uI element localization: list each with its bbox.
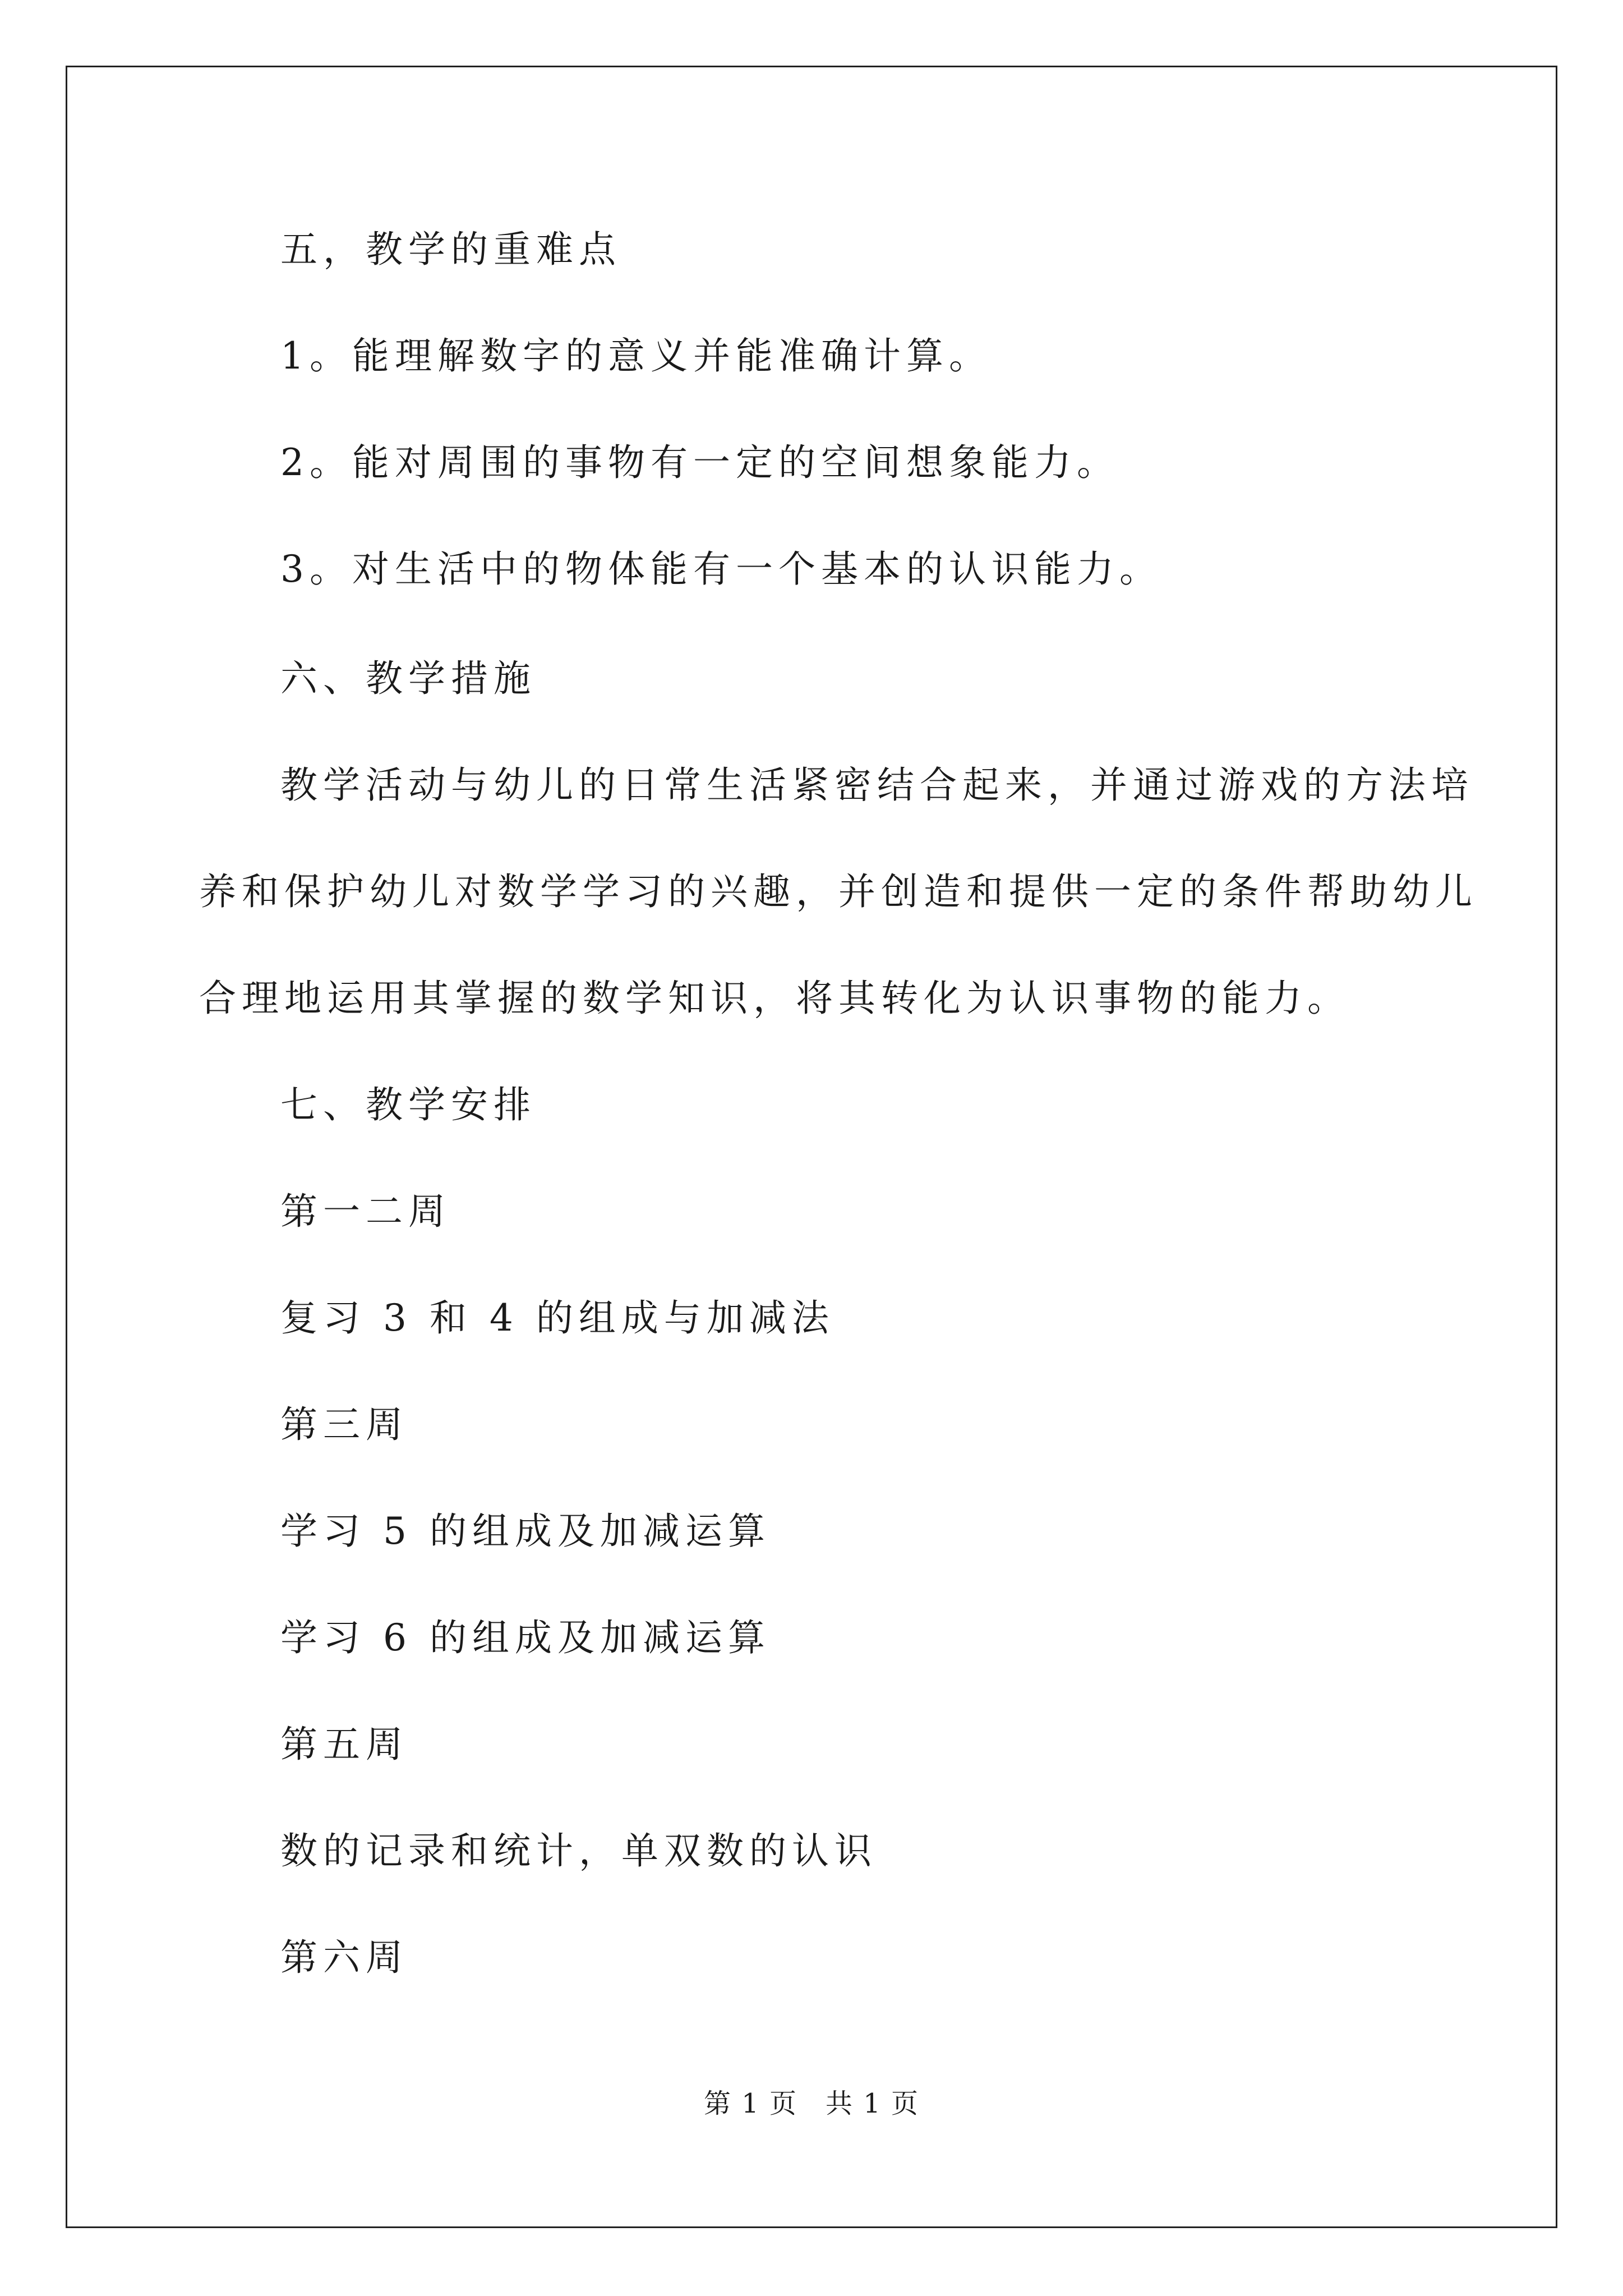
schedule-week: 第五周 [280, 1723, 408, 1766]
schedule-content: 复习 3 和 4 的组成与加减法 [280, 1296, 834, 1340]
schedule-week: 第三周 [280, 1403, 408, 1446]
paragraph-line: 合理地运用其掌握的数学知识，将其转化为认识事物的能力。 [199, 977, 1350, 1020]
schedule-content: 数的记录和统计，单双数的认识 [280, 1829, 877, 1872]
schedule-week: 第一二周 [280, 1190, 451, 1233]
heading-teaching-schedule: 七、教学安排 [280, 1083, 536, 1126]
schedule-content: 学习 6 的组成及加减运算 [280, 1616, 771, 1659]
paragraph-line: 2。能对周围的事物有一定的空间想象能力。 [280, 441, 1119, 484]
page-number-footer: 第 1 页 共 1 页 [703, 2088, 920, 2119]
paragraph-line: 养和保护幼儿对数学学习的兴趣，并创造和提供一定的条件帮助幼儿 [199, 870, 1478, 913]
heading-key-points: 五，教学的重难点 [280, 228, 621, 271]
paragraph-line: 1。能理解数字的意义并能准确计算。 [280, 334, 992, 378]
paragraph-line: 3。对生活中的物体能有一个基本的认识能力。 [280, 547, 1162, 591]
schedule-week: 第六周 [280, 1936, 408, 1979]
heading-teaching-measures: 六、教学措施 [280, 657, 536, 700]
page-border [66, 66, 1557, 2228]
schedule-content: 学习 5 的组成及加减运算 [280, 1510, 771, 1553]
paragraph-line: 教学活动与幼儿的日常生活紧密结合起来，并通过游戏的方法培 [280, 763, 1474, 807]
